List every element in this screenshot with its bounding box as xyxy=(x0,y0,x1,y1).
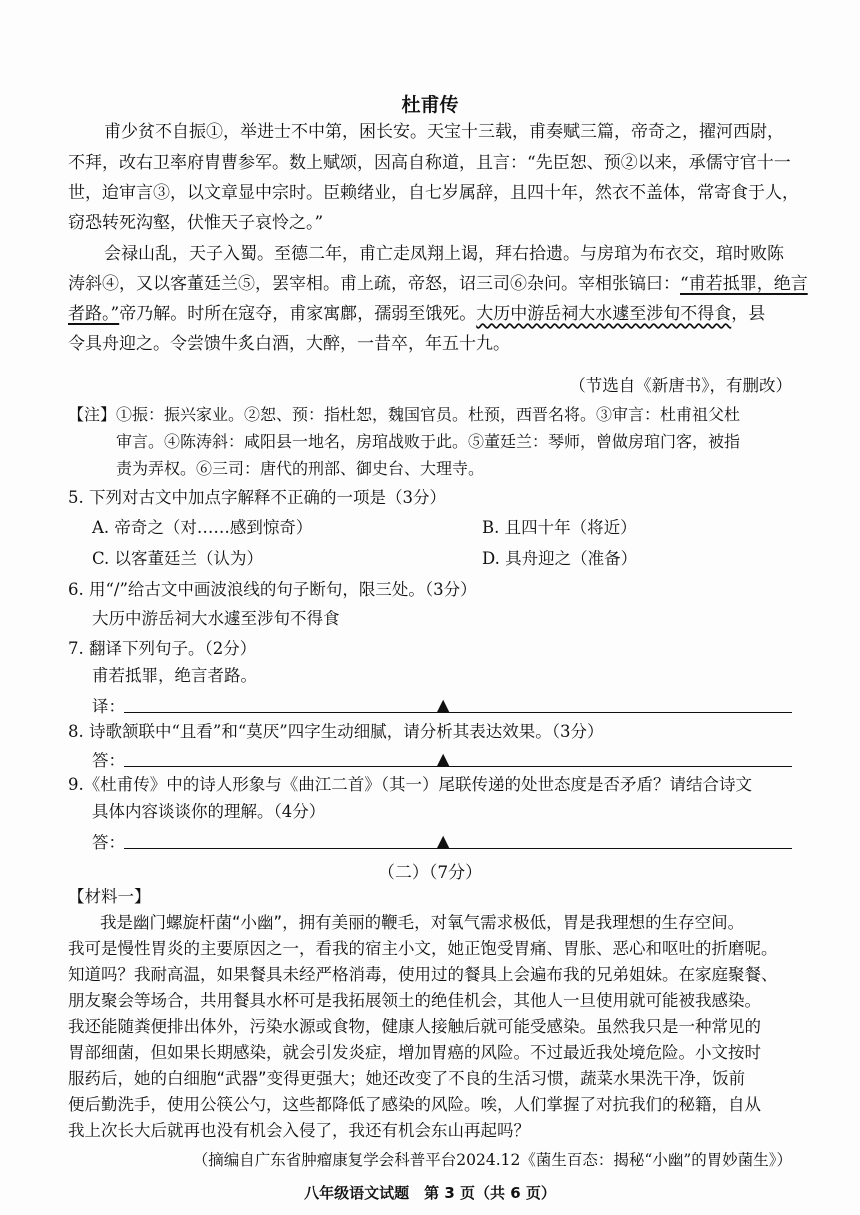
question-6-sentence: 大历中游岳祠大水遽至涉旬不得食 xyxy=(92,609,340,628)
answer-label: 答： xyxy=(92,751,125,770)
material-line: 我是幽门螺旋杆菌“小幽”，拥有美丽的鞭毛，对氧气需求极低，胃是我理想的生存空间。 xyxy=(100,913,745,932)
option-c: C. 以客董廷兰（认为） xyxy=(92,549,264,568)
note-line: 责为弄权。⑥三司：唐代的刑部、御史台、大理寺。 xyxy=(116,459,485,478)
passage-line: 不拜，改右卫率府胄曹参军。数上赋颂，因高自称道，且言：“先臣恕、预②以来，承儒守官十一 xyxy=(68,153,791,173)
answer-rule xyxy=(124,766,792,767)
material-line: 知道吗？我耐高温，如果餐具未经严格消毒，使用过的餐具上会遍布我的兄弟姐妹。在家庭聚餐、 xyxy=(68,965,778,984)
triangle-icon: ▲ xyxy=(437,749,450,768)
material-line: 我还能随粪便排出体外，污染水源或食物，健康人接触后就可能受感染。虽然我只是一种常见的 xyxy=(68,1017,761,1036)
passage-text: 涛斜④，又以客董廷兰⑤，罢宰相。甫上疏，帝怒，诏三司⑥杂问。宰相张镐曰： xyxy=(68,274,680,294)
passage-text: 帝乃解。时所在寇夺，甫家寓鄜，孺弱至饿死。 xyxy=(119,304,477,324)
material-label: 【材料一】 xyxy=(68,887,151,906)
passage-text: ，县 xyxy=(731,304,766,324)
question-7: 7. 翻译下列句子。（2分） xyxy=(68,639,257,658)
note-line: 【注】①振：振兴家业。②恕、预：指杜恕，魏国官员。杜预，西晋名将。③审言：杜甫祖父杜 xyxy=(68,405,741,424)
passage-line: 窃恐转死沟壑，伏惟天子哀怜之。” xyxy=(68,213,324,233)
question-9-answer-line[interactable] xyxy=(92,829,792,853)
page-footer: 八年级语文试题 第 3 页（共 6 页） xyxy=(304,1184,556,1202)
answer-label: 译： xyxy=(92,697,125,716)
triangle-icon: ▲ xyxy=(437,695,450,714)
passage-title: 杜甫传 xyxy=(401,94,459,116)
answer-label: 答： xyxy=(92,833,125,852)
material-source: （摘编自广东省肿瘤康复学会科普平台2024.12《菌生百态：揭秘“小幽”的胃妙菌生》） xyxy=(192,1151,792,1169)
question-9-cont: 具体内容谈谈你的理解。（4分） xyxy=(92,802,326,821)
answer-rule xyxy=(124,712,792,713)
option-d: D. 具舟迎之（准备） xyxy=(482,549,638,568)
option-b: B. 且四十年（将近） xyxy=(482,518,637,537)
section-heading: （二）（7分） xyxy=(377,863,483,883)
passage-source: （节选自《新唐书》，有删改） xyxy=(569,376,792,395)
wavy-underlined-sentence: 大历中游岳祠大水遽至涉旬不得食 xyxy=(476,304,732,324)
question-7-answer-line[interactable] xyxy=(92,693,792,717)
option-a: A. 帝奇之（对……感到惊奇） xyxy=(92,518,313,537)
passage-line: 世，迨审言③，以文章显中宗时。臣赖绪业，自七岁属辞，且四十年，然衣不盖体，常寄食于人， xyxy=(68,183,799,203)
material-line: 服药后，她的白细胞“武器”变得更强大；她还改变了不良的生活习惯，蔬菜水果洗干净，饭前 xyxy=(68,1069,746,1088)
question-9: 9.《杜甫传》中的诗人形象与《曲江二首》（其一）尾联传递的处世态度是否矛盾？请结合诗文 xyxy=(68,775,752,794)
question-6: 6. 用“/”给古文中画波浪线的句子断句，限三处。（3分） xyxy=(68,580,477,599)
material-line: 便后勤洗手，使用公筷公勺，这些都降低了感染的风险。唉，人们掌握了对抗我们的秘籍，自从 xyxy=(68,1095,761,1114)
passage-line: 令具舟迎之。令尝馈牛炙白酒，大醉，一昔卒，年五十九。 xyxy=(68,334,510,354)
material-line: 我上次长大后就再也没有机会入侵了，我还有机会东山再起吗？ xyxy=(68,1121,530,1140)
note-line: 审言。④陈涛斜：咸阳县一地名，房琯战败于此。⑤董廷兰：琴师，曾做房琯门客，被指 xyxy=(116,432,741,451)
material-line: 胃部细菌，但如果长期感染，就会引发炎症，增加胃癌的风险。不过最近我处境危险。小文按时 xyxy=(68,1043,761,1062)
material-line: 我可是慢性胃炎的主要原因之一，看我的宿主小文，她正饱受胃痛、胃胀、恶心和呕吐的折磨呢。 xyxy=(68,939,778,958)
question-7-sentence: 甫若抵罪，绝言者路。 xyxy=(92,666,257,685)
question-8: 8. 诗歌颔联中“且看”和“莫厌”四字生动细腻，请分析其表达效果。（3分） xyxy=(68,722,604,741)
material-line: 朋友聚会等场合，共用餐具水杯可是我拓展领土的绝佳机会，其他人一旦使用就可能被我感染。 xyxy=(68,991,761,1010)
passage-line: 会禄山乱，天子入蜀。至德二年，甫亡走凤翔上谒，拜右拾遗。与房琯为布衣交，琯时败陈 xyxy=(104,244,784,264)
straight-underlined-sentence-end: 者路。” xyxy=(68,304,120,324)
answer-rule xyxy=(124,848,792,849)
passage-line xyxy=(68,302,765,326)
question-5: 5. 下列对古文中加点字解释不正确的一项是（3分） xyxy=(68,488,446,507)
passage-line: 甫少贫不自振①，举进士不中第，困长安。天宝十三载，甫奏赋三篇，帝奇之，擢河西尉， xyxy=(104,122,784,142)
question-8-answer-line[interactable] xyxy=(92,747,792,771)
triangle-icon: ▲ xyxy=(437,831,450,850)
passage-line xyxy=(68,272,808,296)
straight-underlined-sentence: “甫若抵罪，绝言 xyxy=(680,274,808,294)
